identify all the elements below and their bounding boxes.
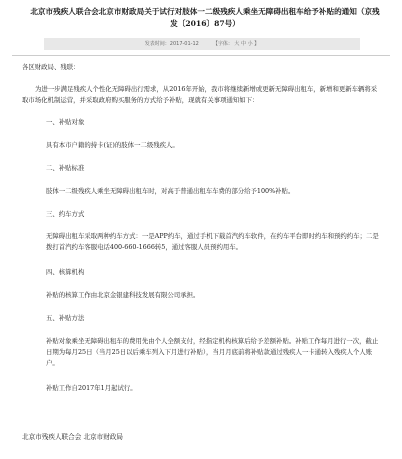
trial-note: 补贴工作自2017年1月起试行。 <box>46 384 137 392</box>
section-heading-1: 一、补贴对象 <box>46 118 85 126</box>
signature: 北京市残疾人联合会 北京市财政局 <box>22 433 124 441</box>
section-heading-4: 四、核算机构 <box>46 268 85 276</box>
salutation: 各区财政局、残联： <box>22 63 80 71</box>
section-body-2: 肢体一二级残疾人乘坐无障碍出租车时，对高于普通出租车车费的部分给予100%补贴。 <box>46 187 295 195</box>
document-title: 北京市残疾人联合会北京市财政局关于试行对肢体一二级残疾人乘坐无障碍出租车给予补贴的通知（京残发〔2016〕87号） <box>30 7 380 28</box>
intro-paragraph: 为进一步满足残疾人个性化无障碍出行需求，从2016年开始，我市将继续新增或更新无障碍出租车，新增和更新车辆将采取市场化机制运营，并采取政府购买服务的方式给予补贴，现就有关事项通知如下： <box>22 85 378 104</box>
divider <box>12 55 390 56</box>
section-body-3: 无障碍出租车采取两种约车方式：一是APP约车，通过手机下载首汽约车软件，在约车平台即时约车和预约约车；二是拨打首汽约车客服电话400-660-1666转5，通过客服人员预约用车。 <box>46 232 379 251</box>
meta-bar <box>44 38 360 50</box>
section-heading-2: 二、补贴标准 <box>46 164 85 172</box>
publish-date: 发表时间：2017-01-12 <box>144 41 199 47</box>
section-heading-3: 三、约车方式 <box>46 210 85 218</box>
section-body-1: 具有本市户籍的持卡(证)的肢体一二级残疾人。 <box>46 141 179 149</box>
font-size-selector[interactable]: 【字体： 大 中 小 】 <box>212 41 260 47</box>
section-heading-5: 五、补贴方法 <box>46 314 85 322</box>
section-body-5: 补贴对象乘坐无障碍出租车的费用先由个人全额支付，经指定机构核算后给予差额补贴。补贴工作每月进行一次，截止日期为每月25日（当月25日以后乘车列入下月进行补贴），当月月底前将补贴款通过残疾人一卡通转入残疾人个人账户。 <box>46 337 379 367</box>
section-body-4: 补贴的核算工作由北京金银建科技发展有限公司承担。 <box>46 291 200 299</box>
